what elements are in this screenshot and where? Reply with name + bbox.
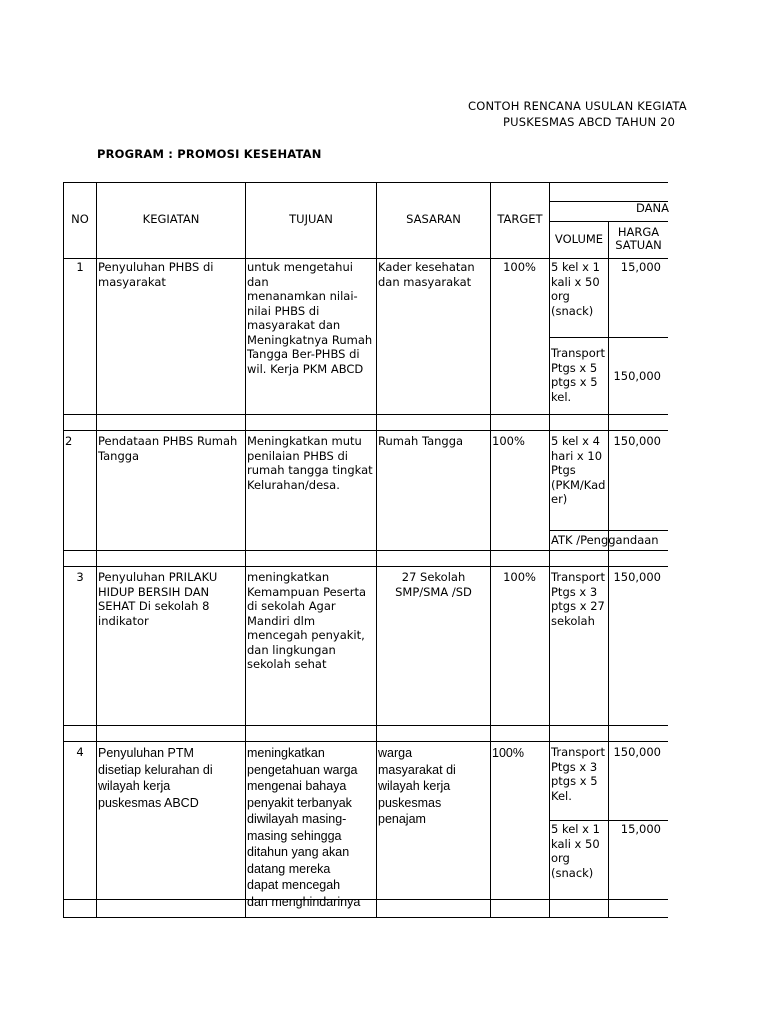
row-harga-satuan: 150,000 bbox=[613, 369, 661, 383]
row-number: 3 bbox=[76, 570, 84, 584]
column-header-harga-satuan: HARGA SATUAN bbox=[615, 225, 662, 252]
row-target: 100% bbox=[503, 570, 536, 584]
row-target: 100% bbox=[492, 746, 524, 760]
row-tujuan: meningkatkan pengetahuan warga mengenai bahaya penyakit terbanyak diwilayah masing- masing sehingga ditahun yang akan datang mereka dapat mencegah dan menghindarinya bbox=[247, 746, 361, 909]
column-header-volume: VOLUME bbox=[554, 232, 604, 246]
column-header-tujuan: TUJUAN bbox=[289, 212, 333, 226]
row-number: 4 bbox=[76, 745, 84, 759]
row-volume: 5 kel x 1 kali x 50 org (snack) bbox=[551, 260, 600, 318]
column-header-target: TARGET bbox=[497, 212, 543, 226]
row-tujuan: Meningkatkan mutu penilaian PHBS di rumah tangga tingkat Kelurahan/desa. bbox=[247, 434, 373, 492]
row-harga-satuan: 15,000 bbox=[620, 822, 661, 836]
row-harga-satuan: 150,000 bbox=[613, 434, 661, 448]
row-volume: Transport Ptgs x 5 ptgs x 5 kel. bbox=[551, 346, 605, 404]
row-kegiatan: Penyuluhan PHBS di masyarakat bbox=[98, 260, 214, 289]
column-header-kegiatan: KEGIATAN bbox=[142, 212, 200, 226]
document-subtitle: PUSKESMAS ABCD TAHUN 20 bbox=[503, 115, 676, 129]
row-sasaran: warga masyarakat di wilayah kerja puskesmas penajam bbox=[378, 746, 456, 826]
row-number: 2 bbox=[65, 434, 73, 448]
row-harga-satuan: 15,000 bbox=[620, 260, 661, 274]
program-label: PROGRAM : PROMOSI KESEHATAN bbox=[97, 147, 322, 161]
row-tujuan: untuk mengetahui dan menanamkan nilai- nilai PHBS di masyarakat dan Meningkatnya Rumah Tangga Ber-PHBS di wil. Kerja PKM ABCD bbox=[247, 260, 373, 376]
row-kegiatan: Pendataan PHBS Rumah Tangga bbox=[98, 434, 238, 463]
row-volume: ATK /Penggandaan bbox=[551, 533, 659, 547]
column-header-sasaran: SASARAN bbox=[406, 212, 461, 226]
row-harga-satuan: 150,000 bbox=[613, 570, 661, 584]
row-kegiatan: Penyuluhan PRILAKU HIDUP BERSIH DAN SEHAT Di sekolah 8 indikator bbox=[98, 570, 218, 628]
row-sasaran: Kader kesehatan dan masyarakat bbox=[378, 260, 475, 289]
row-tujuan: meningkatkan Kemampuan Peserta di sekolah Agar Mandiri dlm mencegah penyakit, dan lingkungan sekolah sehat bbox=[247, 570, 367, 671]
row-volume: 5 kel x 1 kali x 50 org (snack) bbox=[551, 822, 600, 880]
row-sasaran: 27 Sekolah SMP/SMA /SD bbox=[395, 570, 472, 599]
row-volume: Transport Ptgs x 3 ptgs x 27 sekolah bbox=[551, 570, 605, 628]
row-number: 1 bbox=[76, 260, 84, 274]
column-header-no: NO bbox=[71, 212, 89, 226]
row-target: 100% bbox=[492, 434, 525, 448]
document-title: CONTOH RENCANA USULAN KEGIATA bbox=[468, 99, 687, 113]
column-header-dana: DANA bbox=[636, 201, 669, 215]
row-sasaran: Rumah Tangga bbox=[378, 434, 464, 448]
row-target: 100% bbox=[503, 260, 536, 274]
row-volume: 5 kel x 4 hari x 10 Ptgs (PKM/Kad er) bbox=[551, 434, 606, 506]
row-kegiatan: Penyuluhan PTM disetiap kelurahan di wilayah kerja puskesmas ABCD bbox=[98, 746, 213, 810]
row-harga-satuan: 150,000 bbox=[613, 745, 661, 759]
row-volume: Transport Ptgs x 3 ptgs x 5 Kel. bbox=[551, 745, 605, 803]
